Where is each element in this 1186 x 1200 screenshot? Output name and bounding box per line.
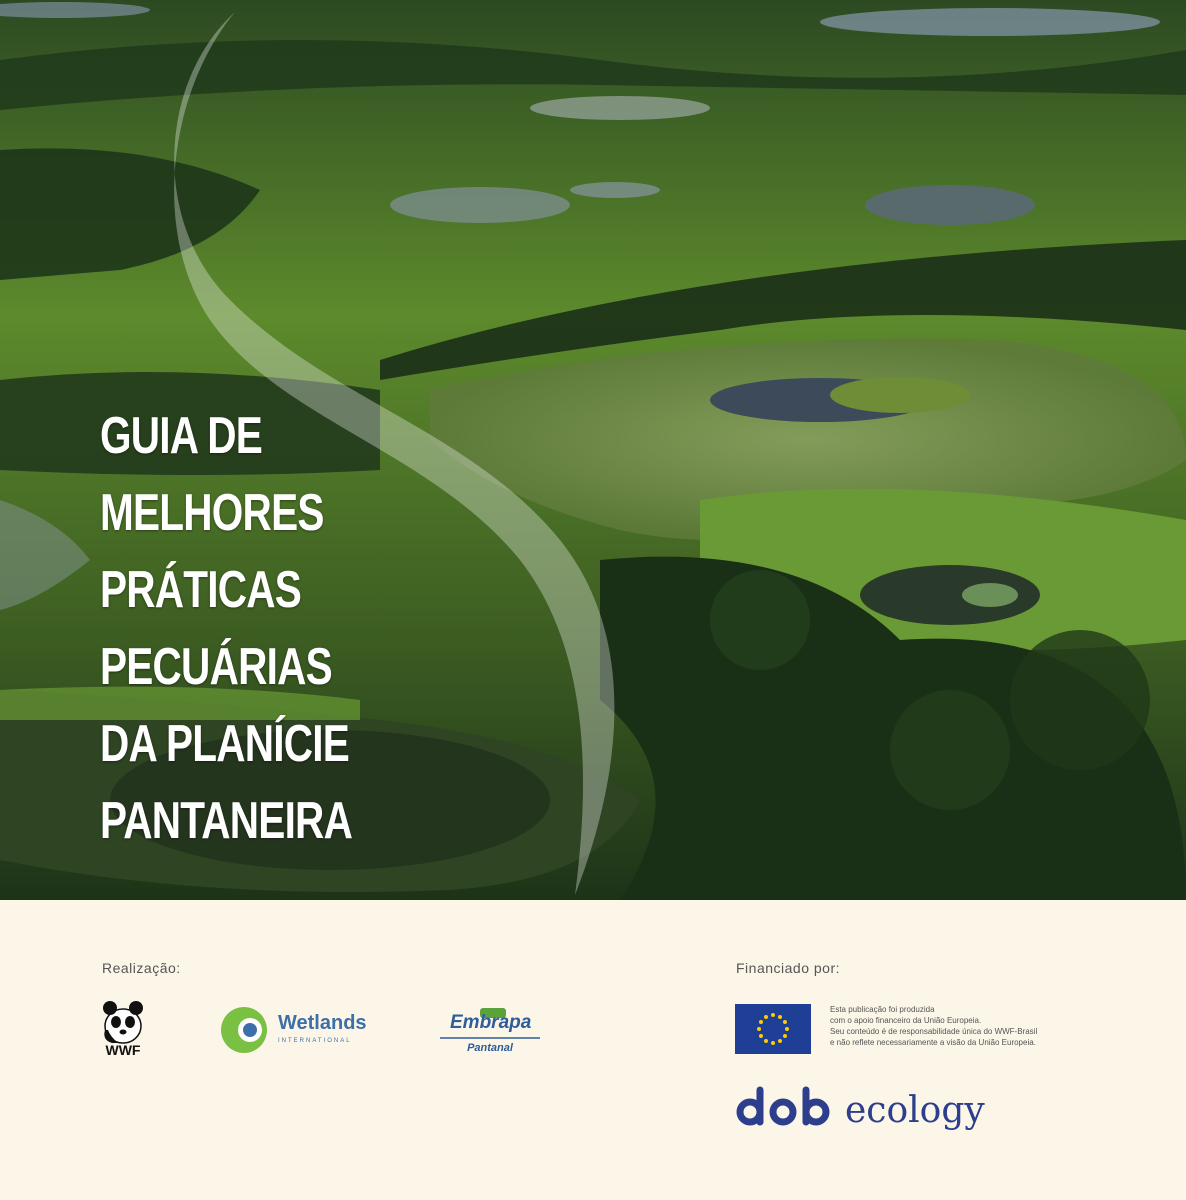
embrapa-subtitle: Pantanal [467,1042,513,1054]
title-line: PANTANEIRA [100,792,353,850]
wetlands-wordmark: Wetlands [278,1012,367,1034]
dob-monogram-icon [736,1086,836,1130]
wwf-wordmark: WWF [105,1042,141,1058]
panda-icon [100,1000,146,1044]
wwf-logo [100,1000,146,1060]
title-line: MELHORES [100,484,324,542]
wetlands-emblem-icon [220,1006,272,1054]
realizacao-label: Realização: [102,960,181,976]
title-line: PECUÁRIAS [100,638,332,696]
credits-footer [0,900,1186,1200]
title-line: PRÁTICAS [100,561,302,619]
eu-flag [735,1004,811,1054]
embrapa-logo [440,1008,540,1058]
eu-disclaimer-line: Esta publicação foi produzida [830,1005,935,1014]
eu-stars-icon [735,1004,811,1054]
eu-disclaimer-line: e não reflete necessariamente a visão da União Europeia. [830,1038,1036,1047]
dob-logo-mark [736,1086,836,1130]
eu-disclaimer-line: com o apoio financeiro da União Europeia. [830,1016,982,1025]
cover-title [100,398,423,860]
title-line: DA PLANÍCIE [100,715,350,773]
dob-ecology-wordmark: ecology [845,1090,985,1131]
eu-disclaimer-line: Seu conteúdo é de responsabilidade única do WWF-Brasil [830,1027,1038,1036]
title-line: GUIA DE [100,407,263,465]
embrapa-wordmark: Embrapa [450,1012,532,1033]
wetlands-logo [220,1006,380,1056]
wetlands-subtitle: INTERNATIONAL [278,1038,352,1044]
financiado-label: Financiado por: [736,960,841,976]
eu-disclaimer [830,1004,1130,1048]
